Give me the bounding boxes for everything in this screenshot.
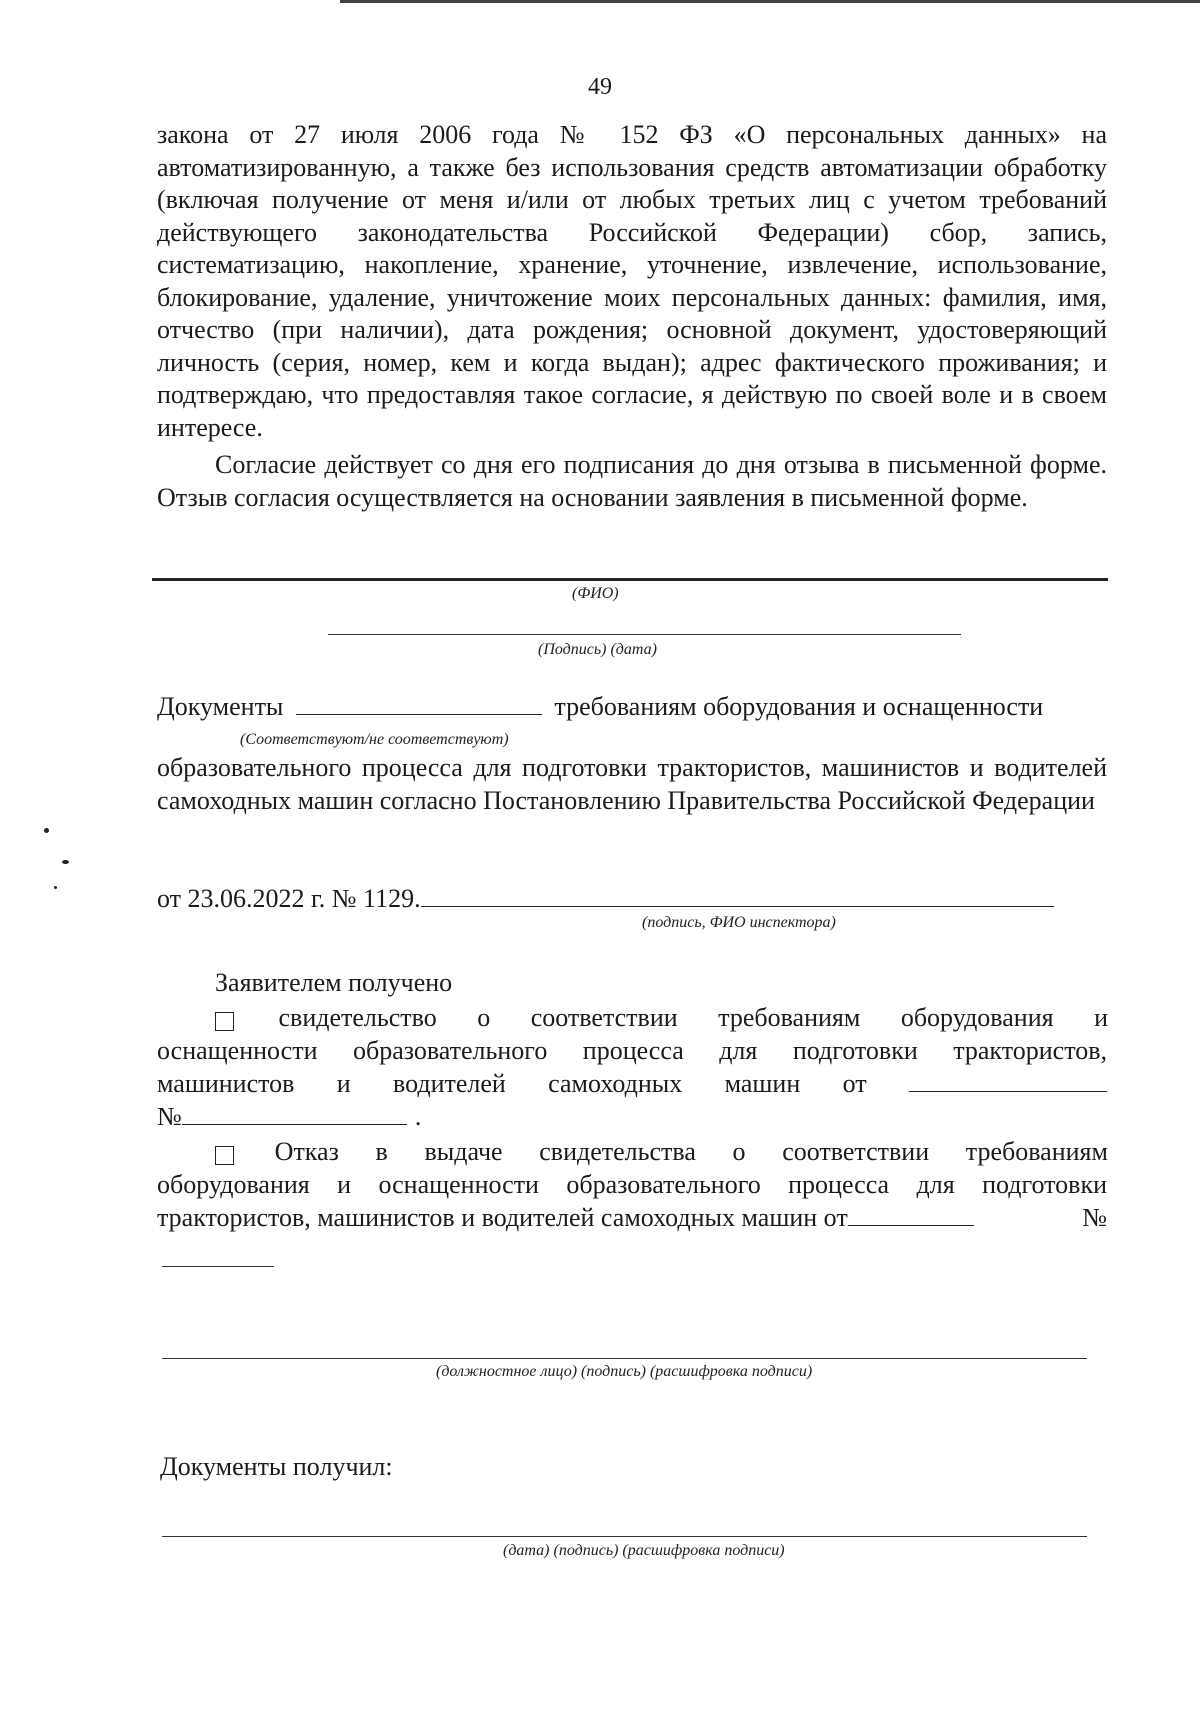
end-dot: . (414, 1102, 422, 1131)
refusal-option-line-3 (157, 1203, 1107, 1233)
word: оборудования (900, 1003, 1054, 1032)
fio-caption: (ФИО) (572, 585, 619, 602)
official-caption: (должностное лицо) (подпись) (расшифровка подписи) (436, 1363, 813, 1380)
refusal-checkbox[interactable] (215, 1146, 234, 1165)
received-heading: Заявителем получено (215, 968, 453, 997)
word: соответствии (530, 1003, 678, 1032)
certificate-option-line-2: оснащенности образовательного процесса для подготовки трактористов, (157, 1036, 1107, 1065)
page-number: 49 (588, 74, 612, 100)
certificate-checkbox[interactable] (215, 1012, 234, 1031)
word: машинистов (157, 1069, 295, 1098)
fio-line (152, 578, 1108, 581)
scan-speck (54, 886, 57, 889)
word: о (732, 1137, 746, 1166)
compliance-blank (296, 692, 542, 715)
consent-paragraph: закона от 27 июля 2006 года № 152 ФЗ «О персональных данных» на автоматизированную, а также без использования средств автоматизации обработку (включая получение от меня и/или от любых третьих лиц с учетом требований действующего законодательства Российской Федерации) сбор, запись, систематизацию, накопление, хранение, уточнение, извлечение, использование, блокирование, удаление, уничтожение моих персональных данных: фамилия, имя, отчество (при наличии), дата рождения; основной документ, удостоверяющий личность (серия, номер, кем и когда выдан); адрес фактического проживания; и подтверждаю, что предоставляя такое согласие, я действую по своей воле и в своем интересе. (157, 120, 1107, 442)
word: соответствии (782, 1137, 930, 1166)
refusal-date-blank[interactable] (848, 1203, 974, 1226)
word: водителей (393, 1069, 506, 1098)
validity-text: Согласие действует со дня его подписания до дня отзыва в письменной форме. Отзыв согласия осуществляется на основании заявления в письменной форме. (157, 450, 1107, 512)
word: машин (724, 1069, 801, 1098)
scan-top-edge (340, 0, 1200, 3)
inspector-caption: (подпись, ФИО инспектора) (642, 914, 836, 931)
decree-text: от 23.06.2022 г. № 1129. (157, 884, 421, 913)
signature-date-line (328, 634, 961, 635)
scan-speck (44, 828, 49, 833)
word: требованиям (718, 1003, 861, 1032)
documents-label: Документы (157, 692, 284, 721)
refusal-option-line-1 (215, 1137, 1108, 1167)
official-signature-line (162, 1358, 1087, 1359)
received-signature-line (162, 1536, 1087, 1537)
requirements-label: требованиям оборудования и оснащенности (554, 692, 1044, 721)
number-sign: № (157, 1102, 182, 1131)
scan-speck (62, 860, 69, 864)
refusal-number-blank[interactable] (162, 1266, 274, 1267)
received-caption: (дата) (подпись) (расшифровка подписи) (503, 1542, 785, 1559)
certificate-number-line (157, 1102, 421, 1132)
word: в (375, 1137, 388, 1166)
certificate-number-blank[interactable] (182, 1102, 407, 1125)
documents-paragraph: образовательного процесса для подготовки трактористов, машинистов и водителей самоходных машин согласно Постановлению Правительства Российской Федерации (157, 753, 1107, 815)
documents-line (157, 692, 1043, 722)
certificate-option-line-3 (157, 1069, 1107, 1099)
number-sign: № (1082, 1203, 1107, 1232)
word: свидетельства (539, 1137, 696, 1166)
decree-line (157, 884, 1054, 914)
signature-date-caption: (Подпись) (дата) (538, 641, 657, 658)
certificate-option-line-1 (215, 1003, 1108, 1033)
word: о (477, 1003, 491, 1032)
word: требованиям (965, 1137, 1108, 1166)
validity-paragraph (157, 449, 1107, 514)
compliance-caption: (Соответствуют/не соответствуют) (240, 731, 509, 748)
word: свидетельство (278, 1003, 437, 1032)
refusal-line-3-text: трактористов, машинистов и водителей самоходных машин от (157, 1203, 848, 1232)
refusal-option-line-2: оборудования и оснащенности образовательного процесса для подготовки (157, 1170, 1107, 1199)
inspector-signature-blank (421, 884, 1054, 907)
word: Отказ (274, 1137, 339, 1166)
certificate-date-blank[interactable] (909, 1069, 1107, 1092)
word: самоходных (548, 1069, 683, 1098)
word: и (1094, 1003, 1108, 1032)
word: и (336, 1069, 351, 1098)
word: выдаче (424, 1137, 503, 1166)
word: от (842, 1069, 867, 1098)
documents-received-label: Документы получил: (160, 1452, 393, 1481)
